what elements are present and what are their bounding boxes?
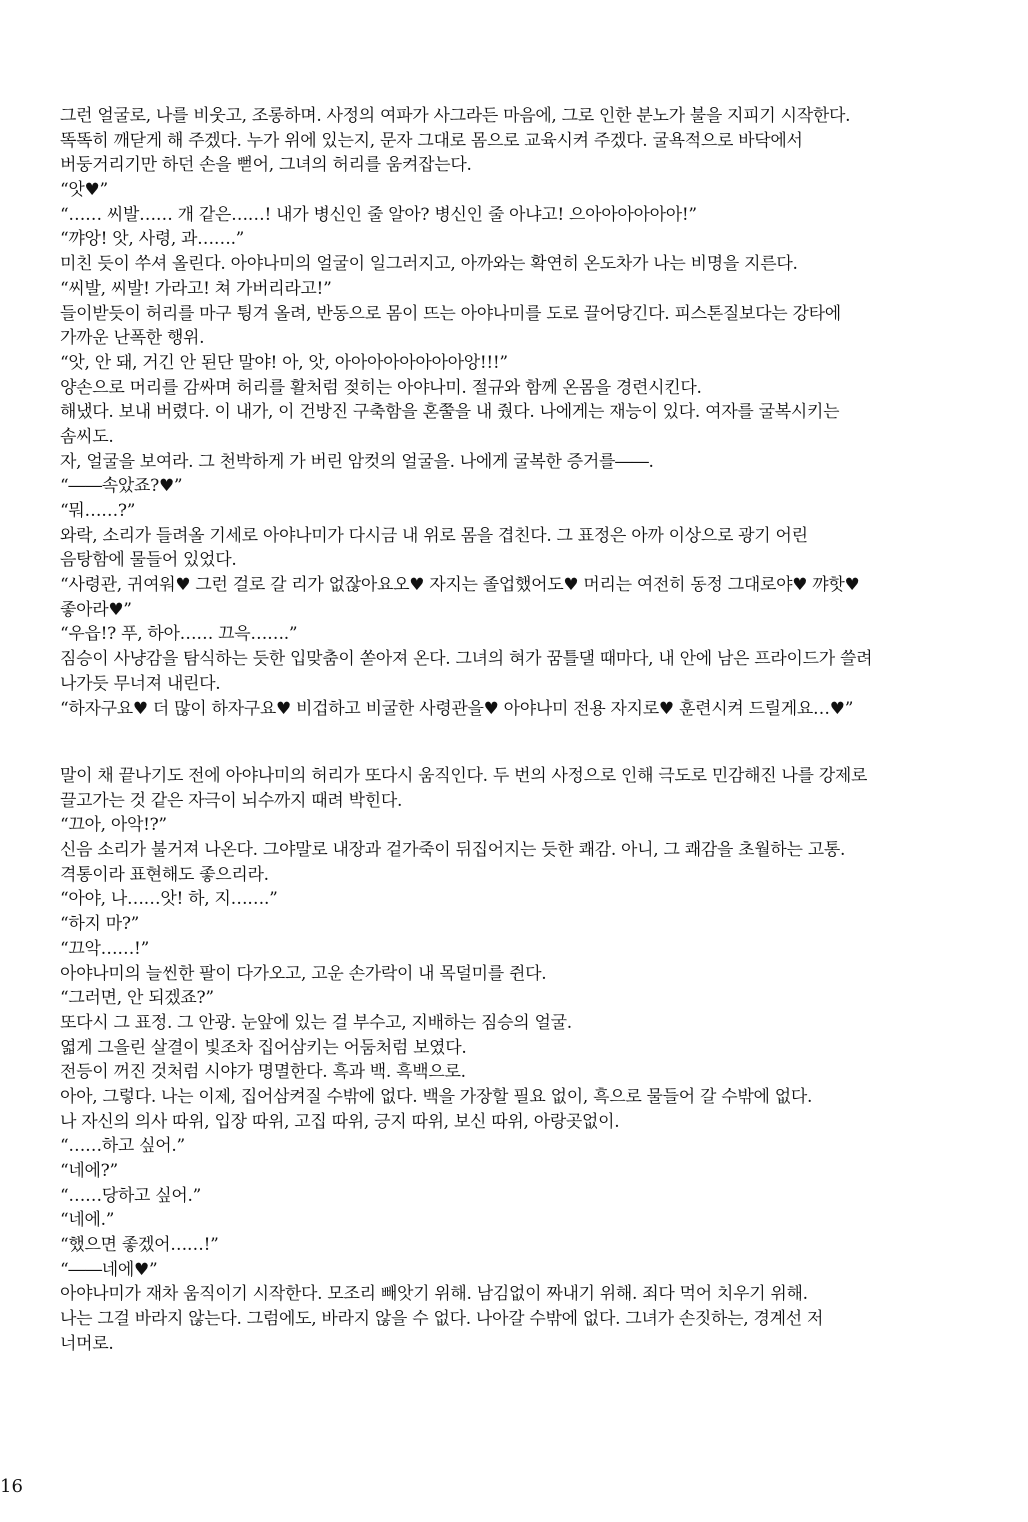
text-line: 좋아라♥” [60, 599, 132, 620]
text-line: “하지 마?” [60, 914, 140, 935]
text-line: “뭐……?” [60, 501, 136, 521]
text-line: 양손으로 머리를 감싸며 허리를 활처럼 젖히는 아야나미. 절규와 함께 온몸을 경련시킨다. [60, 377, 702, 398]
text-line: “……당하고 싶어.” [60, 1185, 201, 1206]
text-line: 가까운 난폭한 행위. [60, 328, 205, 349]
page-number: 16 [0, 1476, 23, 1497]
text-line: 그런 얼굴로, 나를 비웃고, 조롱하며. 사정의 여파가 사그라든 마음에, 그로 인한 분노가 불을 지피기 시작한다. [60, 106, 851, 126]
text-line: 짐승이 사냥감을 탐식하는 듯한 입맞춤이 쏟아져 온다. 그녀의 혀가 꿈틀댈 때마다, 내 안에 남은 프라이드가 쓸려 [60, 649, 873, 670]
text-line: 미친 듯이 쑤셔 올린다. 아야나미의 얼굴이 일그러지고, 아까와는 확연히 온도차가 나는 비명을 지른다. [60, 254, 798, 275]
text-line: “끄아, 아악!?” [60, 815, 167, 836]
text-line: 아야나미가 재차 움직이기 시작한다. 모조리 빼앗기 위해. 남김없이 짜내기 위해. 죄다 먹어 치우기 위해. [60, 1284, 808, 1305]
text-line: 끌고가는 것 같은 자극이 뇌수까지 때려 박힌다. [60, 790, 403, 811]
text-line: “끄악……!” [60, 938, 149, 959]
text-line: 해냈다. 보내 버렸다. 이 내가, 이 건방진 구축함을 혼쭐을 내 줬다. 나에게는 재능이 있다. 여자를 굴복시키는 [60, 402, 840, 423]
text-line: “그러면, 안 되겠죠?” [60, 988, 214, 1009]
text-line: 음탕함에 물들어 있었다. [60, 550, 237, 571]
text-line: “――속았죠?♥” [60, 476, 183, 497]
text-line: 솜씨도. [60, 426, 114, 447]
text-line: 엷게 그을린 살결이 빛조차 집어삼키는 어둠처럼 보였다. [60, 1037, 467, 1058]
text-line: 격통이라 표현해도 좋으리라. [60, 864, 269, 885]
text-line: “꺄앙! 앗, 사령, 과…….” [60, 229, 245, 250]
text-line: 나가듯 무너져 내린다. [60, 673, 221, 694]
text-line: “아야, 나……앗! 하, 지…….” [60, 889, 278, 910]
text-line: 자, 얼굴을 보여라. 그 천박하게 가 버린 암컷의 얼굴을. 나에게 굴복한 증거를――. [60, 451, 654, 472]
text-line: 똑똑히 깨닫게 해 주겠다. 누가 위에 있는지, 문자 그대로 몸으로 교육시켜 주겠다. 굴욕적으로 바닥에서 [60, 130, 803, 151]
text-line: 아아, 그렇다. 나는 이제, 집어삼켜질 수밖에 없다. 백을 가장할 필요 없이, 흑으로 물들어 갈 수밖에 없다. [60, 1086, 813, 1107]
text-line: 나 자신의 의사 따위, 입장 따위, 고집 따위, 긍지 따위, 보신 따위, 아랑곳없이. [60, 1111, 620, 1132]
text-line: 전등이 꺼진 것처럼 시야가 명멸한다. 흑과 백. 흑백으로. [60, 1062, 466, 1083]
text-line: “우읍!? 푸, 하아…… 끄윽…….” [60, 624, 298, 645]
text-line: 또다시 그 표정. 그 안광. 눈앞에 있는 걸 부수고, 지배하는 짐승의 얼굴. [60, 1012, 572, 1033]
text-line: “네에?” [60, 1161, 118, 1181]
text-line: “앗, 안 돼, 거긴 안 된단 말야! 아, 앗, 아아아아아아아아앙!!!” [60, 352, 508, 373]
text-line: 너머로. [60, 1333, 114, 1354]
text-line: “앗♥” [60, 180, 108, 201]
text-line: 버둥거리기만 하던 손을 뻗어, 그녀의 허리를 움켜잡는다. [60, 155, 472, 176]
text-line: 나는 그걸 바라지 않는다. 그럼에도, 바라지 않을 수 없다. 나아갈 수밖에 없다. 그녀가 손짓하는, 경계선 저 [60, 1309, 824, 1330]
text-line: “――네에♥” [60, 1259, 158, 1280]
text-line: “사령관, 귀여워♥ 그런 걸로 갈 리가 없잖아요오♥ 자지는 졸업했어도♥ 머리는 여전히 동정 그대로야♥ 꺄핫♥ [60, 575, 860, 596]
text-line: “씨발, 씨발! 가라고! 쳐 가버리라고!” [60, 278, 332, 299]
text-block-1 [60, 104, 1010, 721]
text-line: 와락, 소리가 들려올 기세로 아야나미가 다시금 내 위로 몸을 겹친다. 그 표정은 아까 이상으로 광기 어린 [60, 525, 808, 546]
text-line: 아야나미의 늘씬한 팔이 다가오고, 고운 손가락이 내 목덜미를 쥔다. [60, 963, 547, 984]
text-line: 말이 채 끝나기도 전에 아야나미의 허리가 또다시 움직인다. 두 번의 사정으로 인해 극도로 민감해진 나를 강제로 [60, 766, 868, 786]
text-line: “네에.” [60, 1210, 115, 1231]
text-block-2 [60, 764, 1010, 1357]
text-line: “…… 씨발…… 개 같은……! 내가 병신인 줄 알아? 병신인 줄 아냐고! 으아아아아아아!” [60, 204, 697, 225]
text-line: “하자구요♥ 더 많이 하자구요♥ 비겁하고 비굴한 사령관을♥ 아야나미 전용 자지로♥ 훈련시켜 드릴게요…♥” [60, 698, 854, 719]
text-line: “했으면 좋겠어……!” [60, 1235, 219, 1256]
text-line: 신음 소리가 불거져 나온다. 그야말로 내장과 겉가죽이 뒤집어지는 듯한 쾌감. 아니, 그 쾌감을 초월하는 고통. [60, 840, 846, 861]
text-line: 들이받듯이 허리를 마구 튕겨 올려, 반동으로 몸이 뜨는 아야나미를 도로 끌어당긴다. 피스톤질보다는 강타에 [60, 303, 841, 324]
text-line: “……하고 싶어.” [60, 1136, 185, 1157]
